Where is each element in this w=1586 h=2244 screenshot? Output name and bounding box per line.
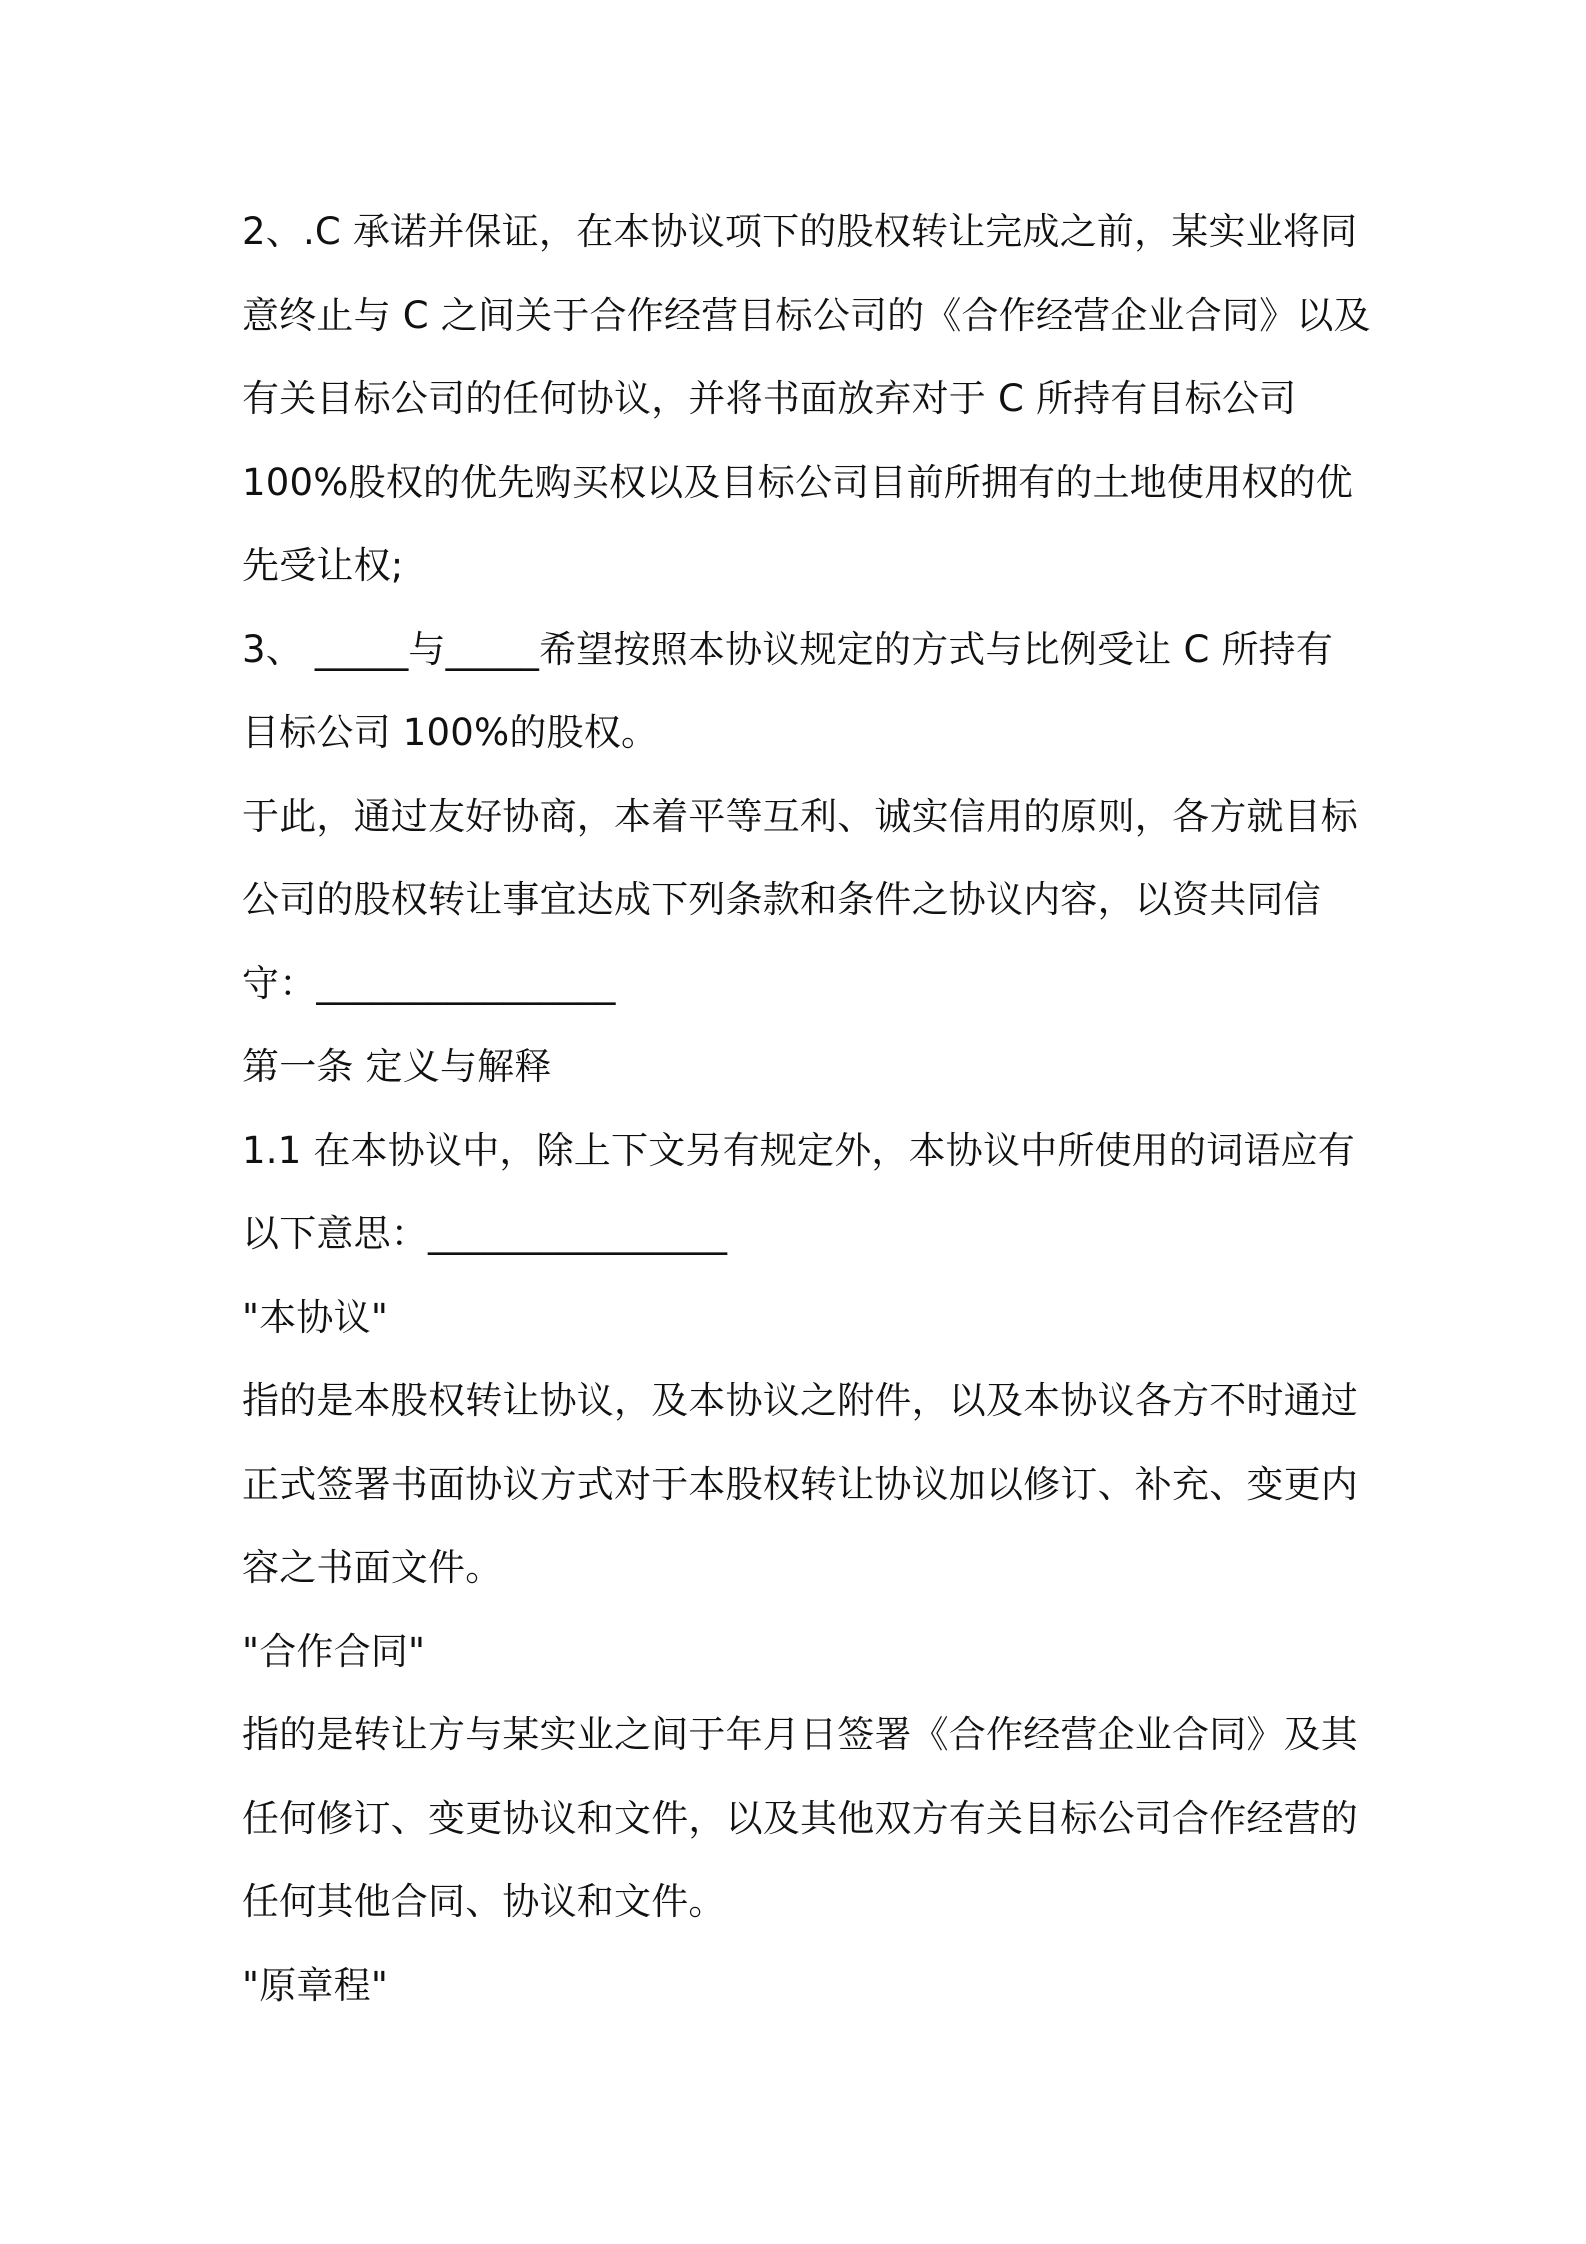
paragraph-line: 正式签署书面协议方式对于本股权转让协议加以修订、补充、变更内: [242, 1462, 1358, 1506]
defined-term: "本协议": [242, 1295, 389, 1339]
paragraph-line: 于此，通过友好协商，本着平等互利、诚实信用的原则，各方就目标: [242, 794, 1358, 838]
paragraph-line: 任何其他合同、协议和文件。: [242, 1880, 726, 1923]
paragraph-line: 100%股权的优先购买权以及目标公司目前所拥有的土地使用权的优: [242, 460, 1353, 504]
paragraph-line: 目标公司 100%的股权。: [242, 711, 659, 754]
paragraph-line: 指的是转让方与某实业之间于年月日签署《合作经营企业合同》及其: [242, 1713, 1358, 1756]
paragraph-line: 公司的股权转让事宜达成下列条款和条件之协议内容，以资共同信: [242, 878, 1321, 921]
paragraph-line: 3、 _____与_____希望按照本协议规定的方式与比例受让 C 所持有: [242, 627, 1334, 671]
paragraph-line: 守：________________: [242, 961, 616, 1005]
defined-term: "合作合同": [242, 1629, 426, 1673]
document-body: [242, 190, 1371, 2027]
paragraph-line: 容之书面文件。: [242, 1546, 503, 1589]
paragraph-line: 指的是本股权转让协议，及本协议之附件，以及本协议各方不时通过: [242, 1379, 1358, 1422]
paragraph-line: 2、.C 承诺并保证，在本协议项下的股权转让完成之前，某实业将同: [242, 210, 1358, 253]
defined-term: "原章程": [242, 1963, 389, 2007]
paragraph-line: 1.1 在本协议中，除上下文另有规定外，本协议中所使用的词语应有: [242, 1128, 1356, 1172]
paragraph-line: 任何修订、变更协议和文件，以及其他双方有关目标公司合作经营的: [242, 1796, 1358, 1840]
paragraph-line: 以下意思：________________: [242, 1212, 728, 1255]
section-heading: 第一条 定义与解释: [242, 1045, 552, 1088]
paragraph-line: 有关目标公司的任何协议，并将书面放弃对于 C 所持有目标公司: [242, 377, 1297, 420]
paragraph-line: 先受让权;: [242, 544, 404, 587]
paragraph-line: 意终止与 C 之间关于合作经营目标公司的《合作经营企业合同》以及: [242, 293, 1371, 337]
